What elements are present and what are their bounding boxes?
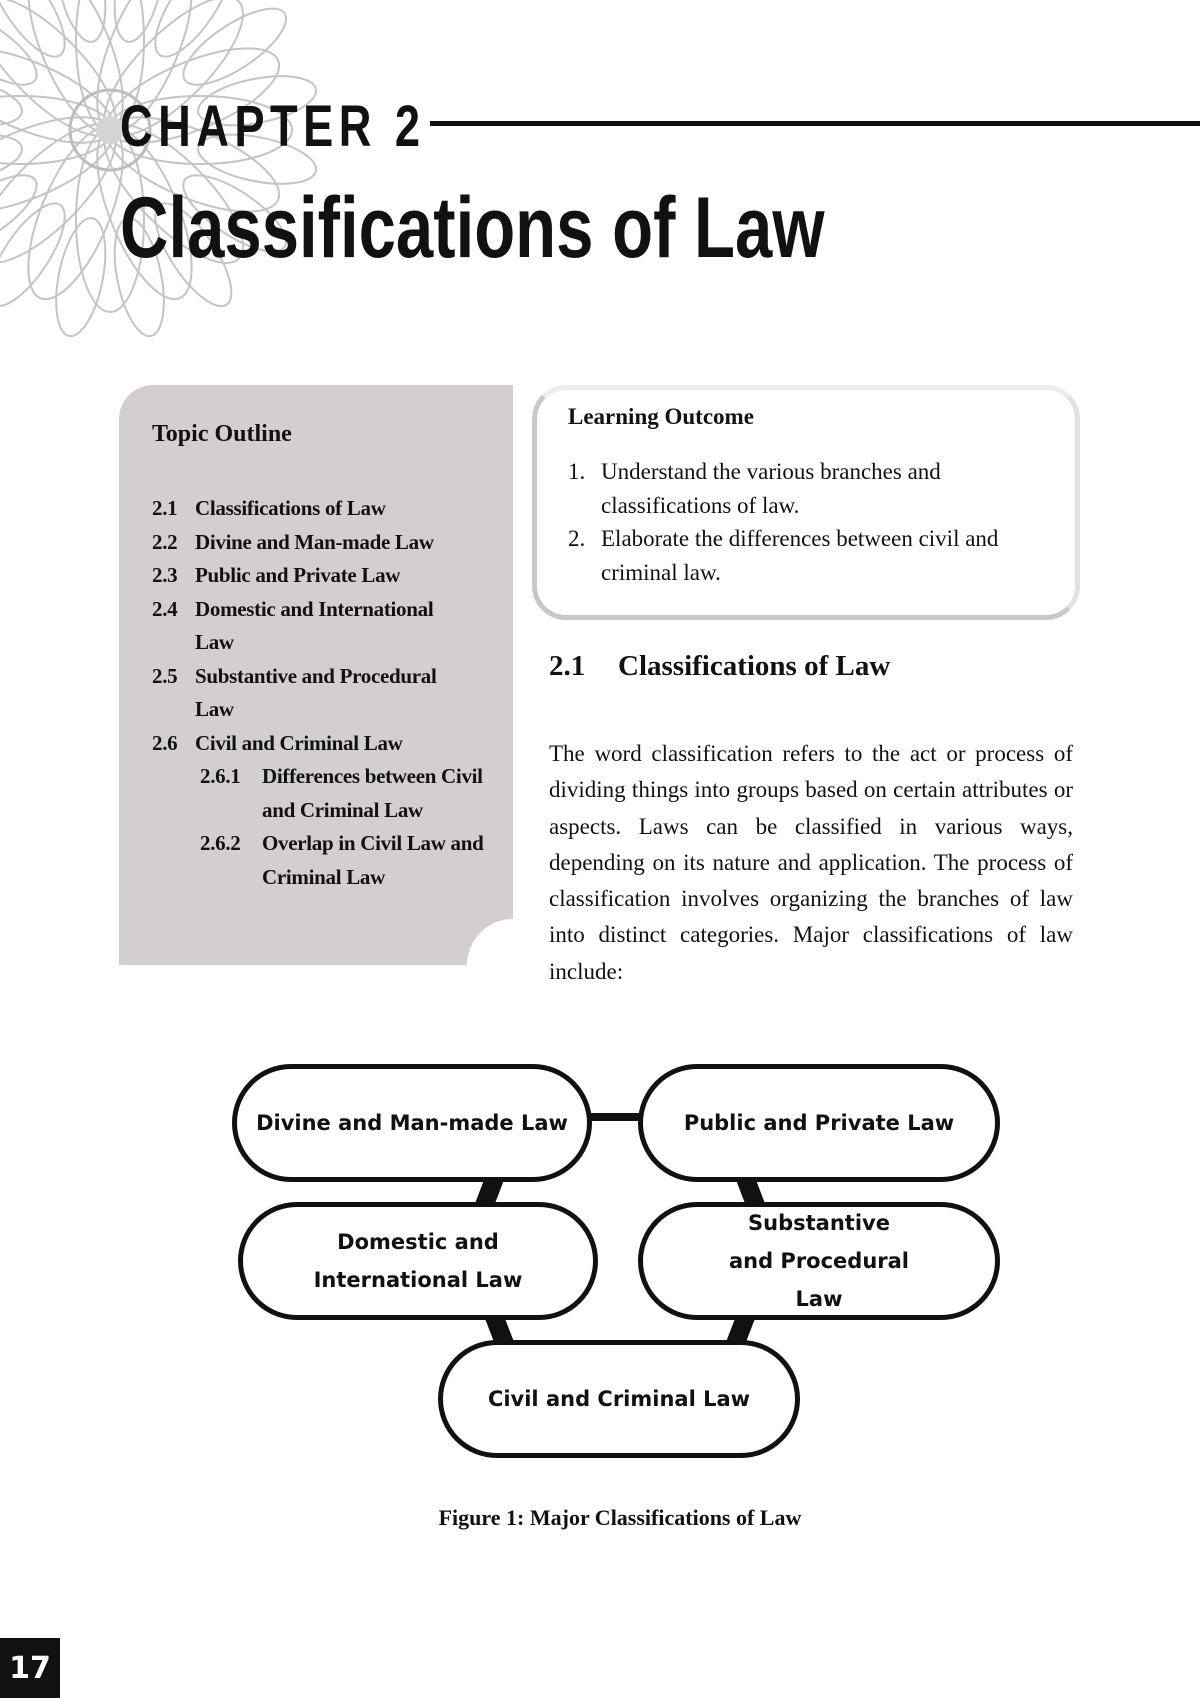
outline-item-text: Domestic and International Law xyxy=(195,596,434,654)
learning-outcome-list xyxy=(568,455,1055,589)
outline-item-number: 2.4 xyxy=(152,596,178,621)
node-domestic-international-law: Domestic and International Law xyxy=(238,1202,598,1320)
outline-item-text: Public and Private Law xyxy=(195,563,401,587)
outline-item-number: 2.6 xyxy=(152,730,178,755)
outline-item-number: 2.1 xyxy=(152,496,178,520)
connector-top xyxy=(585,1113,645,1121)
outline-item xyxy=(152,559,503,593)
topic-outline-list xyxy=(152,492,503,894)
outline-item-number: 2.6.2 xyxy=(200,831,241,855)
chapter-title: Classifications of Law xyxy=(120,180,825,276)
outline-item-text: Overlap in Civil Law and Criminal Law xyxy=(262,831,484,889)
classification-diagram xyxy=(0,1050,1200,1470)
outline-item-number: 2.6.1 xyxy=(200,764,241,788)
topic-outline-box xyxy=(119,385,513,965)
figure-caption: Figure 1: Major Classifications of Law xyxy=(438,1505,802,1530)
outline-subitem xyxy=(152,760,503,827)
outline-item xyxy=(152,526,503,560)
outline-item xyxy=(152,593,503,660)
node-public-private-law: Public and Private Law xyxy=(638,1064,1000,1182)
topic-outline-heading: Topic Outline xyxy=(152,421,292,447)
learning-outcome-text: Understand the various branches and classifications of law. xyxy=(601,459,941,518)
outline-subitem xyxy=(152,827,503,894)
chapter-rule-line xyxy=(430,121,1200,126)
outline-item-text: Civil and Criminal Law xyxy=(195,730,403,755)
learning-outcome-number: 2. xyxy=(568,526,586,551)
section-title: Classifications of Law xyxy=(618,650,891,682)
outline-item xyxy=(152,727,503,761)
learning-outcome-box xyxy=(532,385,1080,620)
outline-item xyxy=(152,492,503,526)
outline-item-text: Differences between Civil and Criminal Law xyxy=(262,764,483,822)
outline-item-number: 2.3 xyxy=(152,563,178,587)
section-number: 2.1 xyxy=(549,650,586,682)
outline-item-text: Substantive and Procedural Law xyxy=(195,663,437,721)
outline-item-number: 2.5 xyxy=(152,663,178,688)
learning-outcome-heading: Learning Outcome xyxy=(568,404,754,429)
learning-outcome-item xyxy=(568,522,1055,589)
outline-item-text: Classifications of Law xyxy=(195,496,386,520)
outline-item xyxy=(152,660,503,727)
node-divine-man-made-law: Divine and Man-made Law xyxy=(232,1064,592,1182)
outline-item-number: 2.2 xyxy=(152,529,178,554)
learning-outcome-item xyxy=(568,455,1055,522)
outline-item-text: Divine and Man-made Law xyxy=(195,529,434,554)
page-number: 17 xyxy=(0,1638,60,1698)
chapter-label: CHAPTER 2 xyxy=(120,94,426,159)
section-body-text: The word classification refers to the act or process of dividing things into groups based on certain attributes or aspects. Laws can be classified in various ways, depending on its nature and application. The process of classification involves organizing the branches of law into distinct categories. Major classifications of law include: xyxy=(549,741,1073,984)
node-civil-criminal-law: Civil and Criminal Law xyxy=(438,1340,800,1458)
node-substantive-procedural-law: Substantive and Procedural Law xyxy=(638,1202,1000,1320)
learning-outcome-number: 1. xyxy=(568,459,586,484)
learning-outcome-text: Elaborate the differences between civil and criminal law. xyxy=(601,526,999,585)
section-heading xyxy=(549,650,890,683)
